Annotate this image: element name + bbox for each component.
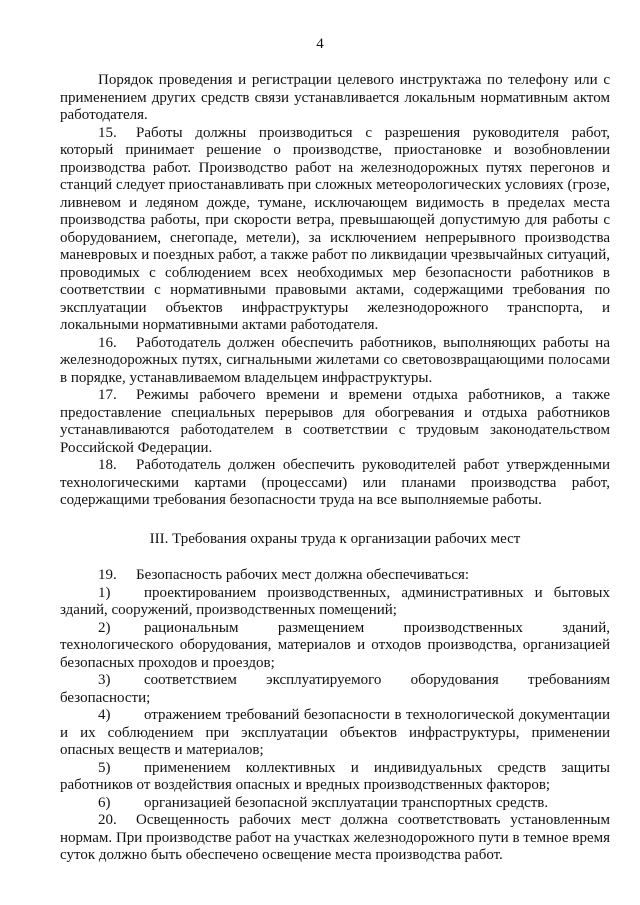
list-item-text: рациональным размещением производственных зданий, технологического оборудования, материалов и отходов производства, организацией безопасных проходов и проездов; [60,619,610,671]
list-item-text: отражением требований безопасности в технологической документации и их соблюдением при эксплуатации объектов инфраструктуры, применении опасных веществ и материалов; [60,707,610,758]
list-item-number: 4) [98,707,111,723]
paragraph-19 [60,567,610,585]
list-item-5 [60,760,610,795]
paragraph-text: Порядок проведения и регистрации целевого инструктажа по телефону или с применением других средств связи устанавливается локальным нормативным актом работодателя. [60,72,610,123]
list-item-number: 6) [98,794,111,811]
paragraph-text: Безопасность рабочих мест должна обеспечиваться: [136,567,470,583]
document-body [60,72,610,865]
list-item-number: 1) [98,584,111,601]
paragraph-15 [60,125,610,335]
paragraph-number: 17. [98,387,117,403]
list-item-number: 5) [98,759,111,776]
paragraph-text: Работодатель должен обеспечить работников, выполняющих работы на железнодорожных путях, сигнальными жилетами со световозвращающими полосами в порядке, устанавливаемом владельцем инфраструктуры. [60,334,610,386]
paragraph-text: Работодатель должен обеспечить руководителей работ утвержденными технологическими картами (процессами) или планами производства работ, содержащими требования безопасности труда на все выполняемые работы. [60,457,610,508]
list-item-text: организацией безопасной эксплуатации транспортных средств. [144,794,549,811]
paragraph-number: 15. [98,124,117,141]
list-item-1 [60,585,610,620]
paragraph-number: 19. [98,567,117,583]
paragraph-number: 18. [98,457,117,473]
paragraph-18 [60,457,610,510]
list-item-text: применением коллективных и индивидуальных средств защиты работников от воздействия опасных и вредных производственных факторов; [60,759,610,793]
list-item-text: соответствием эксплуатируемого оборудования требованиям безопасности; [60,672,610,706]
page-number: 4 [316,36,324,52]
paragraph-20 [60,812,610,865]
list-item-text: проектированием производственных, административных и бытовых зданий, сооружений, производственных помещений; [60,584,610,618]
list-item-number: 2) [98,619,111,636]
paragraph-17 [60,387,610,457]
section-title: III. Требования охраны труда к организации рабочих мест [149,530,521,547]
paragraph-text: Освещенность рабочих мест должна соответствовать установленным нормам. При производстве работ на участках железнодорожного пути в темное время суток должно быть обеспечено освещение места производства работ. [60,812,610,863]
paragraph-number: 20. [98,812,117,828]
paragraph-text: Работы должны производиться с разрешения руководителя работ, который принимает решение о производстве, приостановке и возобновлении производства работ. Производство работ на железнодорожных путях перегонов и станций следует приостанавливать при сложных метеорологических условиях (грозе, ливневом и ледяном дожде, тумане, исключающем видимость в пределах места производства работы, при скорости ветра, превышающей допустимую для работы с оборудованием, снегопаде, метели), за исключением непрерывного производства маневровых и поездных работ, а также работ по ликвидации чрезвычайных ситуаций, проводимых с соблюдением всех необходимых мер безопасности работников в соответствии с нормативными правовыми актами, содержащими требования по эксплуатации объектов инфраструктуры железнодорожного транспорта, и локальными нормативными актами работодателя. [60,124,610,333]
list-item-3 [60,672,610,707]
list-item-6 [60,795,610,813]
paragraph-text: Режимы рабочего времени и времени отдыха работников, а также предоставление специальных перерывов для обогревания и отдыха работников устанавливаются работодателем в соответствии с трудовым законодательством Российской Федерации. [60,387,610,456]
paragraph-number: 16. [98,334,117,351]
list-item-4 [60,707,610,760]
list-item-number: 3) [98,672,111,688]
paragraph-16 [60,335,610,388]
paragraph-intro [60,72,610,125]
list-item-2 [60,620,610,673]
